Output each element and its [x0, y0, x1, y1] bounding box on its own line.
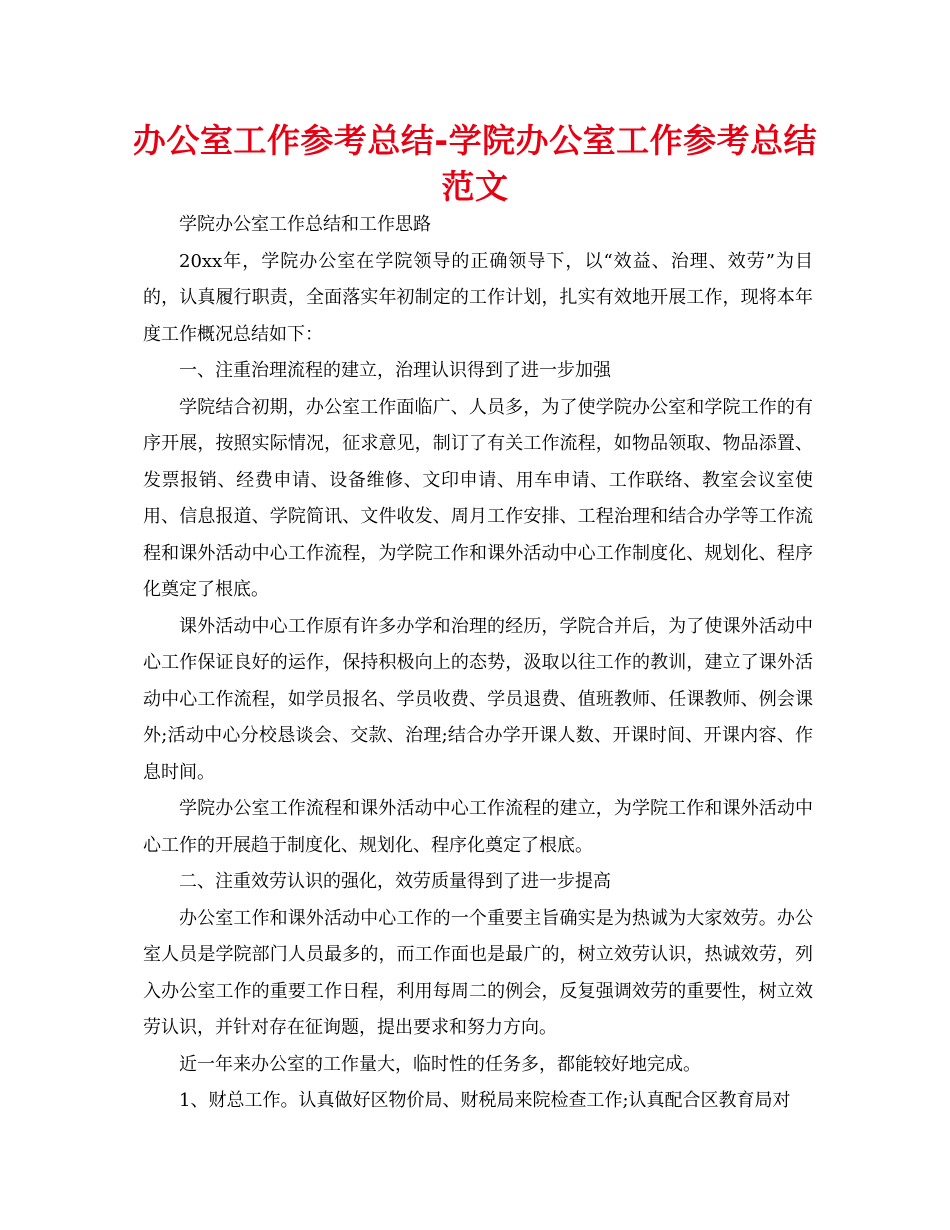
document-body — [143, 207, 813, 1120]
paragraph: 20xx年，学院办公室在学院领导的正确领导下，以“效益、治理、效劳”为目的，认真履行职责，全面落实年初制定的工作计划，扎实有效地开展工作，现将本年度工作概况总结如下： — [143, 250, 813, 345]
paragraph: 办公室工作和课外活动中心工作的一个重要主旨确实是为热诚为大家效劳。办公室人员是学院部门人员最多的，而工作面也是最广的，树立效劳认识，热诚效劳，列入办公室工作的重要工作日程，利用每周二的例会，反复强调效劳的重要性，树立效劳认识，并针对存在征询题，提出要求和努力方向。 — [143, 907, 813, 1038]
paragraph: 课外活动中心工作原有许多办学和治理的经历，学院合并后，为了使课外活动中心工作保证良好的运作，保持积极向上的态势，汲取以往工作的教训，建立了课外活动中心工作流程，如学员报名、学员收费、学员退费、值班教师、任课教师、例会课外;活动中心分校恳谈会、交款、治理;结合办学开课人数、开课时间、开课内容、作息时间。 — [143, 615, 813, 783]
paragraph: 二、注重效劳认识的强化，效劳质量得到了进一步提高 — [179, 871, 611, 892]
paragraph: 学院结合初期，办公室工作面临广、人员多，为了使学院办公室和学院工作的有序开展，按照实际情况，征求意见，制订了有关工作流程，如物品领取、物品添置、发票报销、经费申请、设备维修、文印申请、用车申请、工作联络、教室会议室使用、信息报道、学院简讯、文件收发、周月工作安排、工程治理和结合办学等工作流程和课外活动中心工作流程，为学院工作和课外活动中心工作制度化、规划化、程序化奠定了根底。 — [143, 396, 813, 600]
paragraph: 近一年来办公室的工作量大，临时性的任务多，都能较好地完成。 — [179, 1053, 701, 1075]
paragraph: 学院办公室工作流程和课外活动中心工作流程的建立，为学院工作和课外活动中心工作的开展趋于制度化、规划化、程序化奠定了根底。 — [143, 798, 813, 856]
paragraph: 学院办公室工作总结和工作思路 — [179, 214, 431, 235]
paragraph: 一、注重治理流程的建立，治理认识得到了进一步加强 — [179, 360, 611, 381]
paragraph: 1、财总工作。认真做好区物价局、财税局来院检查工作;认真配合区教育局对 — [179, 1090, 791, 1111]
document-title: 办公室工作参考总结-学院办公室工作参考总结范文 — [132, 121, 818, 206]
